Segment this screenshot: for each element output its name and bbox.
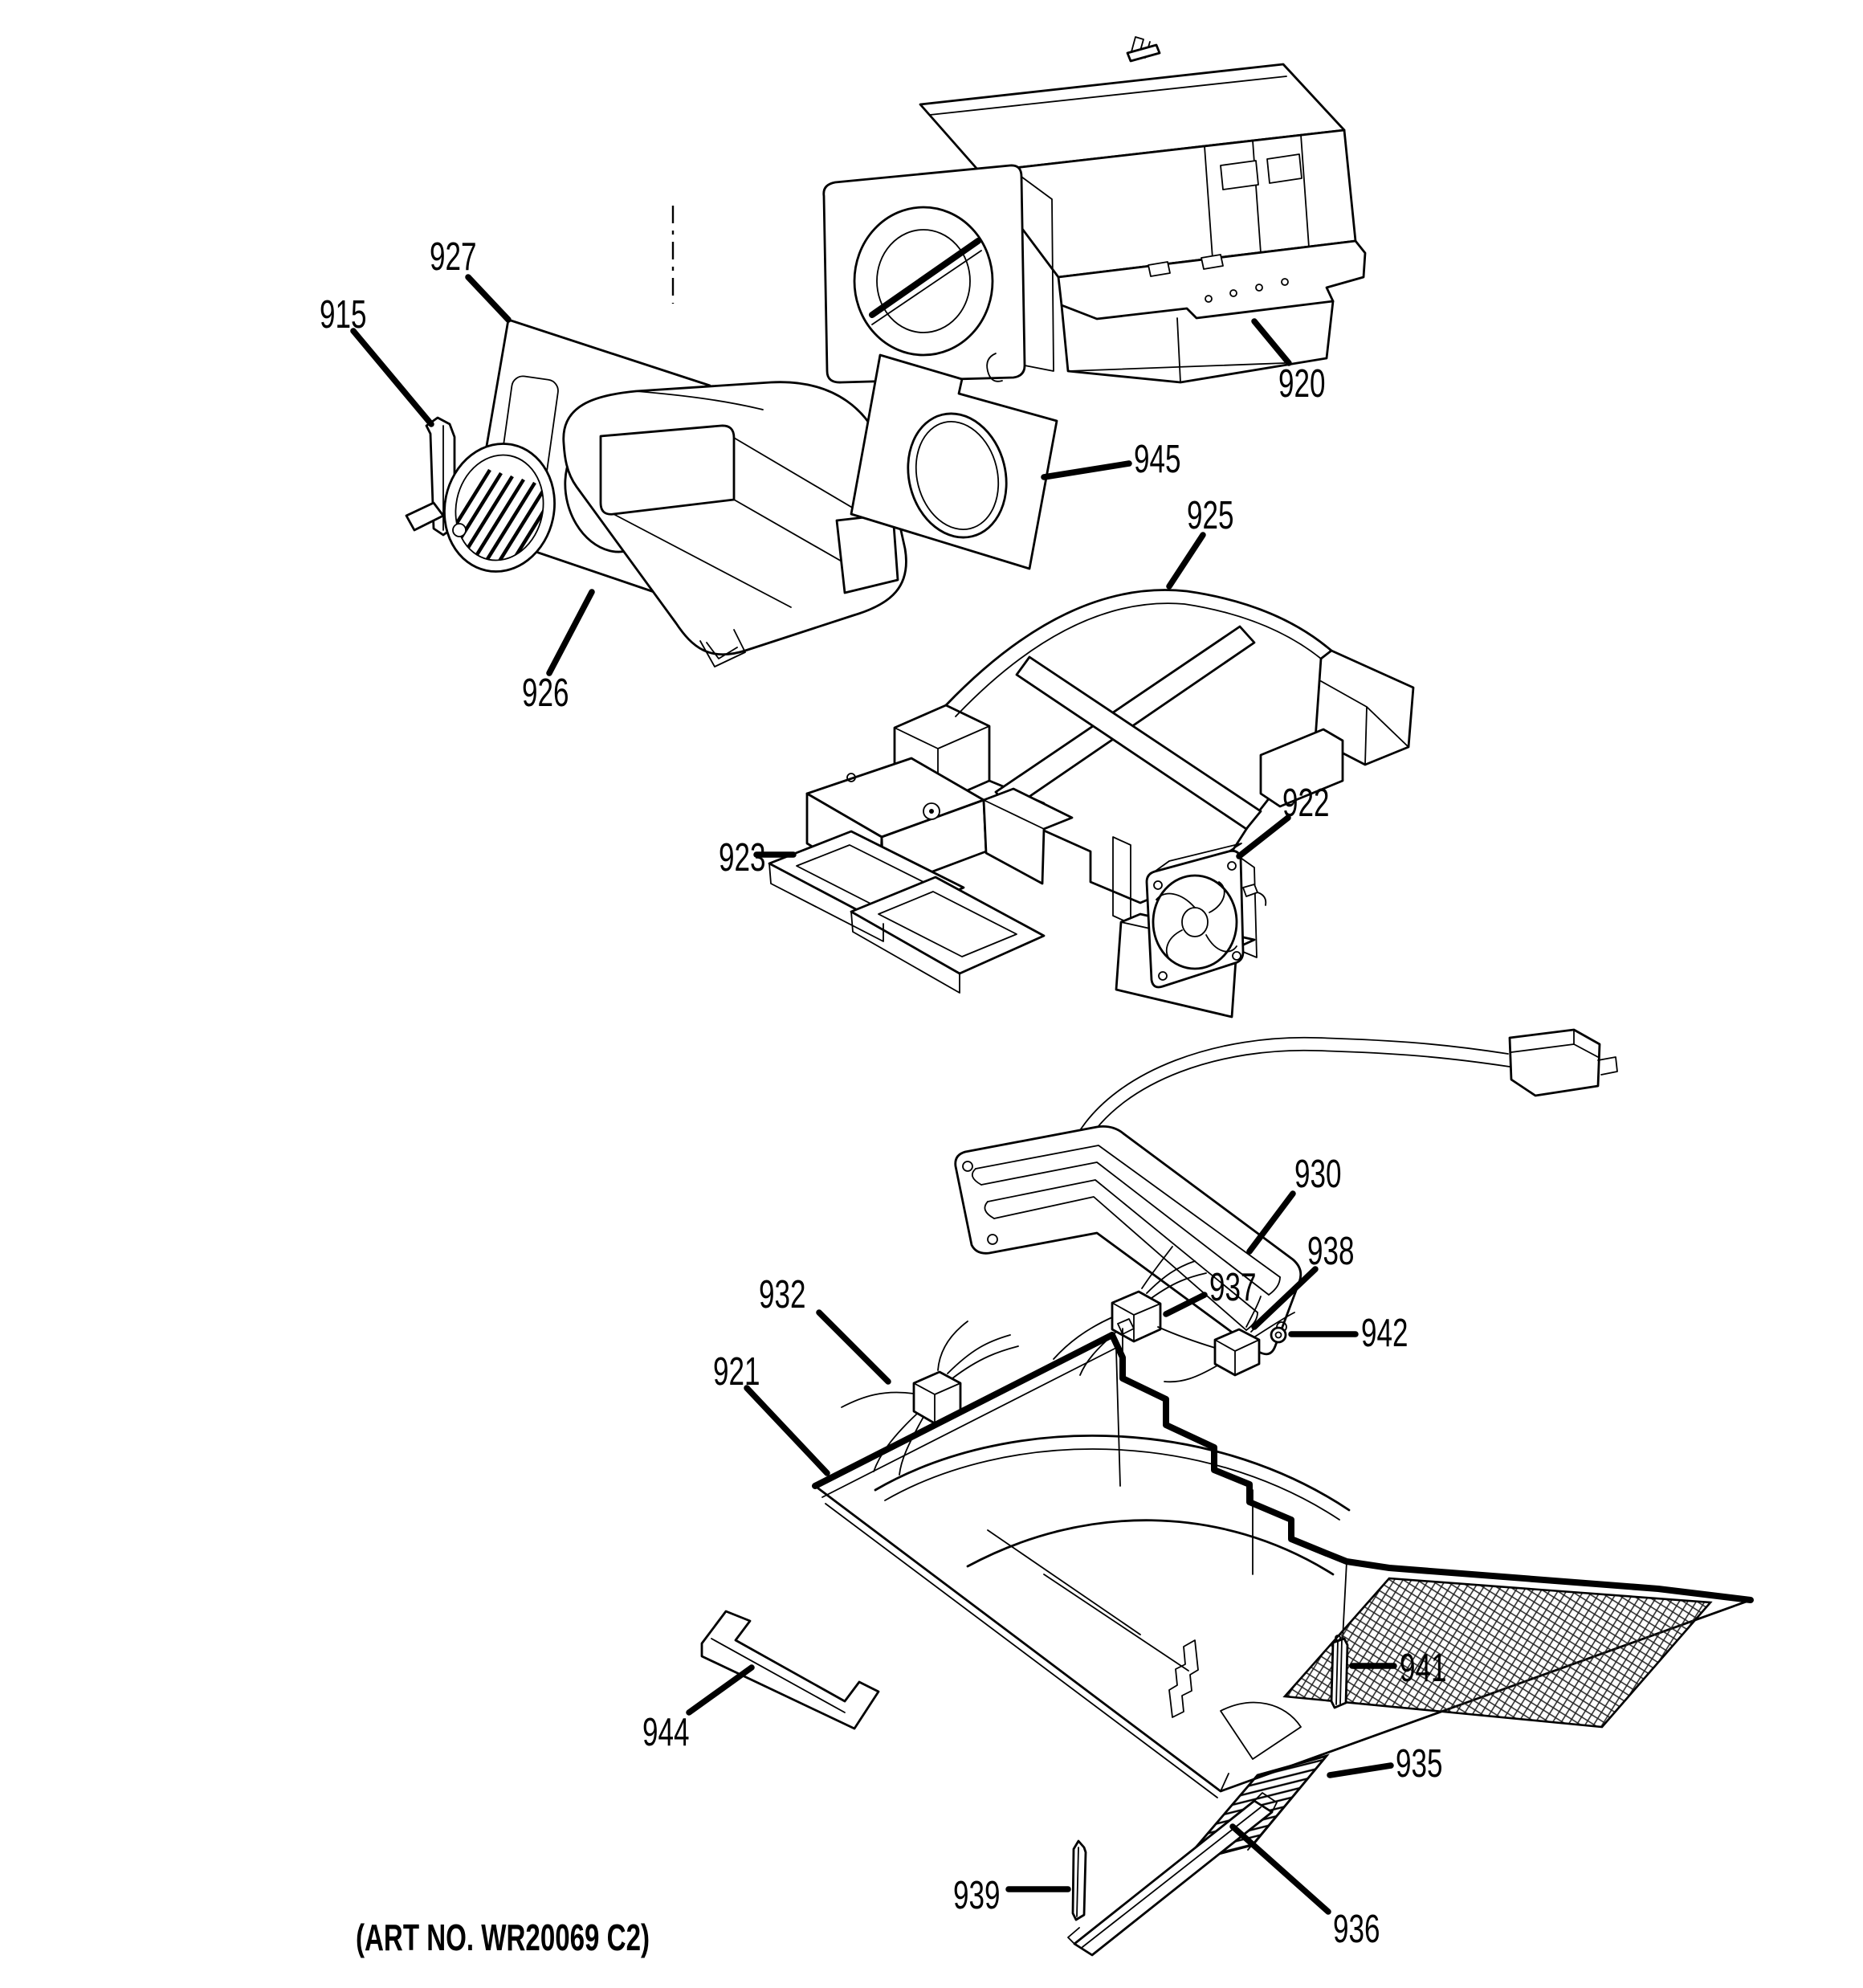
art-number: (ART NO. WR20069 C2) (356, 1917, 650, 1958)
part-942-grommet (1271, 1328, 1286, 1342)
callout-921: 921 (713, 1350, 760, 1394)
leader-line-920 (1254, 321, 1289, 363)
callout-915: 915 (320, 293, 367, 337)
leader-line-926 (549, 592, 592, 673)
leader-line-935 (1330, 1766, 1391, 1775)
part-944-strip (702, 1611, 879, 1729)
callout-939: 939 (953, 1874, 1001, 1917)
callout-930: 930 (1294, 1153, 1342, 1196)
callout-926: 926 (522, 672, 569, 715)
part-drawings (406, 37, 1751, 1955)
leader-line-944 (689, 1668, 752, 1712)
callout-922: 922 (1282, 782, 1330, 825)
callout-942: 942 (1361, 1312, 1408, 1355)
callout-935: 935 (1396, 1742, 1443, 1786)
callout-923: 923 (719, 836, 766, 880)
leader-line-925 (1169, 535, 1203, 586)
callout-925: 925 (1187, 494, 1234, 537)
callout-937: 937 (1209, 1266, 1257, 1309)
part-930-heater-harness (956, 1030, 1617, 1354)
leader-line-936 (1233, 1827, 1328, 1912)
callout-920: 920 (1278, 362, 1326, 406)
leader-line-915 (353, 331, 431, 424)
callout-945: 945 (1134, 438, 1181, 481)
leader-line-921 (747, 1388, 827, 1473)
callout-932: 932 (759, 1273, 806, 1316)
part-926-duct (564, 382, 907, 667)
callout-936: 936 (1333, 1908, 1380, 1951)
part-941-strip (1331, 1635, 1347, 1708)
leader-line-932 (819, 1312, 888, 1382)
callout-944: 944 (642, 1711, 690, 1754)
part-939-stick (1073, 1841, 1086, 1920)
leader-line-945 (1044, 463, 1129, 477)
leader-line-927 (468, 277, 508, 320)
callout-938: 938 (1307, 1230, 1355, 1273)
part-922-fan (1147, 843, 1266, 987)
part-936-bar (1068, 1793, 1277, 1955)
part-920-icemaker-assembly (824, 37, 1365, 382)
callout-927: 927 (430, 235, 477, 279)
callout-941: 941 (1400, 1647, 1447, 1690)
